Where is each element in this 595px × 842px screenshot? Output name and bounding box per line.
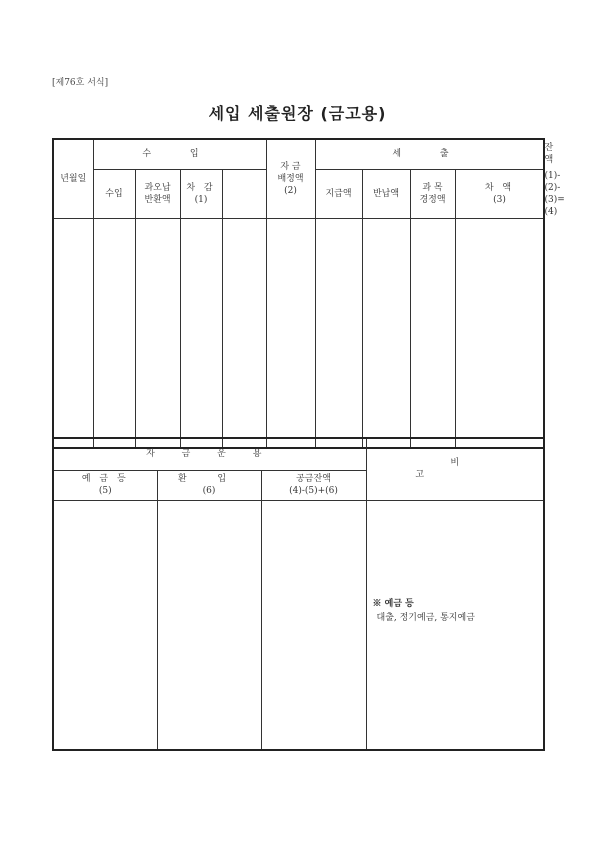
expend-diff-number: (3) [493, 194, 506, 205]
funds-cell[interactable] [261, 500, 366, 750]
correction-header: 과 목 경정액 [410, 169, 455, 218]
income-group-header: 수 입 [93, 139, 266, 169]
income-blank-header [222, 169, 266, 218]
income-diff-header [180, 169, 222, 218]
funds-cell[interactable] [53, 500, 157, 750]
ledger-cell[interactable] [266, 218, 315, 448]
income-diff-label: 차 감 [186, 182, 216, 193]
funds-cell[interactable] [157, 500, 261, 750]
ledger-cell[interactable] [180, 218, 222, 448]
public-balance-formula: (4)-(5)+(6) [289, 486, 338, 496]
remarks-label: 비 고 [415, 458, 530, 481]
page-title: 세입 세출원장 (금고용) [208, 104, 387, 123]
withdraw-label: 환 입 [177, 474, 241, 484]
ledger-entry-row [53, 218, 544, 448]
ledger-cell[interactable] [455, 218, 544, 448]
withdraw-number: (6) [202, 486, 216, 496]
ledger-cell[interactable] [222, 218, 266, 448]
funds-table [52, 437, 545, 751]
ledger-cell[interactable] [315, 218, 362, 448]
refund-header: 과오납 반환액 [135, 169, 180, 218]
expend-diff-label: 차 액 [484, 182, 515, 193]
deposits-header [53, 470, 157, 500]
remarks-header [366, 438, 544, 500]
allocation-label: 자 금 배정액 [277, 161, 304, 184]
public-balance-header [261, 470, 366, 500]
ledger-cell[interactable] [93, 218, 135, 448]
deposits-label: 예 금 등 [81, 474, 129, 484]
income-diff-number: (1) [194, 194, 208, 205]
ledger-cell[interactable] [362, 218, 410, 448]
expenditure-group-header: 세 출 [315, 139, 544, 169]
ledger-cell[interactable] [135, 218, 180, 448]
note-title: ※ 예금 등 [372, 598, 414, 609]
withdraw-header [157, 470, 261, 500]
form-number: [제76호 서식] [52, 78, 109, 88]
date-column-header: 년월일 [53, 139, 93, 218]
funds-entry-row [53, 500, 544, 750]
ledger-cell[interactable] [410, 218, 455, 448]
expend-diff-header [455, 169, 544, 218]
public-balance-label: 공금잔액 [296, 474, 331, 484]
paid-header: 지급액 [315, 169, 362, 218]
income-header: 수입 [93, 169, 135, 218]
remarks-cell[interactable] [366, 500, 544, 750]
ledger-table: 년월일 수 입 자 금 배정액 (2) 세 출 잔 액 수입 과오납 반환액 차 감 (1) 지급액 반납액 과 목 경정액 차 액 (3) (1)-(2)-(3)=(4) [52, 138, 545, 449]
ledger-cell[interactable] [53, 218, 93, 448]
returned-header: 반납액 [362, 169, 410, 218]
funds-group-header: 자 금 운 용 [53, 438, 366, 470]
allocation-number: (2) [284, 185, 297, 196]
deposits-number: (5) [98, 486, 112, 496]
allocation-header [266, 139, 315, 218]
note-body: 대출, 정기예금, 통지예금 [376, 612, 475, 623]
